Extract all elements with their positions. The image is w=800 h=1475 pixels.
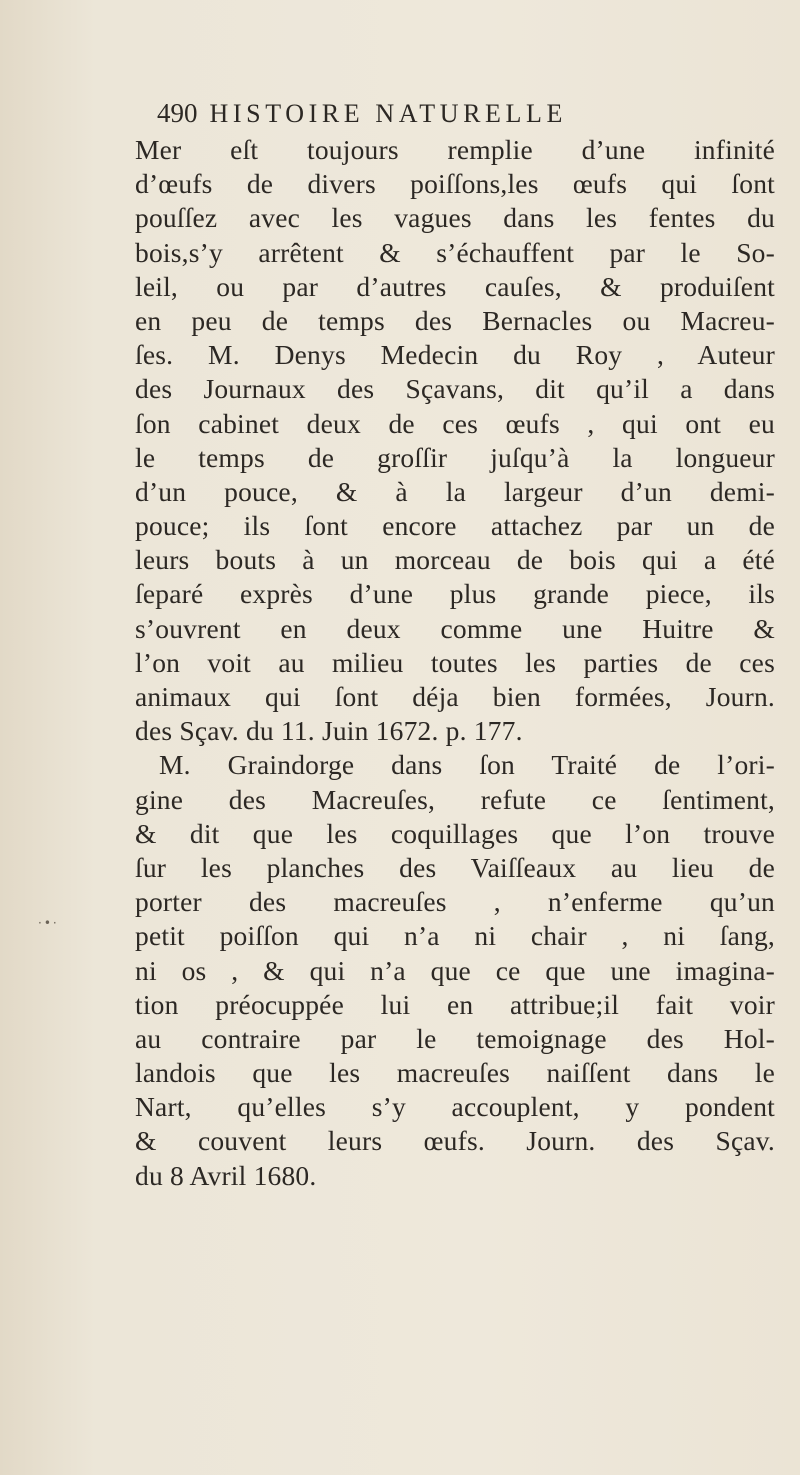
text-line: ſes. M. Denys Medecin du Roy , Auteur: [135, 339, 775, 371]
text-line: ni os , & qui n’a que ce que une imagina-: [135, 954, 775, 986]
text-line: bois,s’y arrêtent & s’échauffent par le So-: [135, 236, 775, 268]
text-line: petit poiſſon qui n’a ni chair , ni ſang,: [135, 920, 775, 952]
text-line: M. Graindorge dans ſon Traité de l’ori-: [159, 749, 775, 781]
page-header: [157, 98, 787, 138]
text-line: & dit que les coquillages que l’on trouve: [135, 817, 775, 849]
text-line: leurs bouts à un morceau de bois qui a été: [135, 544, 775, 576]
text-line: pouſſez avec les vagues dans les fentes du: [135, 202, 775, 234]
text-line: tion préocuppée lui en attribue;il fait voir: [135, 988, 775, 1020]
text-line: & couvent leurs œufs. Journ. des Sçav.: [135, 1125, 775, 1157]
text-line: en peu de temps des Bernacles ou Macreu-: [135, 304, 775, 336]
text-line: d’un pouce, & à la largeur d’un demi-: [135, 475, 775, 507]
text-line: animaux qui ſont déja bien formées, Journ.: [135, 681, 775, 712]
running-title: HISTOIRE NATURELLE: [209, 99, 567, 128]
text-line: ſon cabinet deux de ces œufs , qui ont eu: [135, 407, 775, 439]
margin-mark: ·•·: [38, 916, 59, 930]
text-line: landois que les macreuſes naiſſent dans le: [135, 1057, 775, 1089]
page-number: 490: [157, 98, 198, 128]
text-line: des Sçav. du 11. Juin 1672. p. 177.: [135, 715, 523, 747]
text-line: au contraire par le temoignage des Hol-: [135, 1022, 775, 1054]
text-line: d’œufs de divers poiſſons,les œufs qui ſont: [135, 168, 775, 200]
text-line: Nart, qu’elles s’y accouplent, y pondent: [135, 1091, 775, 1123]
text-line: s’ouvrent en deux comme une Huitre &: [135, 612, 775, 644]
text-line: pouce; ils ſont encore attachez par un de: [135, 510, 775, 542]
body-text: [135, 133, 775, 1193]
text-line: leil, ou par d’autres cauſes, & produiſent: [135, 270, 775, 302]
text-line: Mer eſt toujours remplie d’une infinité: [135, 134, 775, 165]
text-line: porter des macreuſes , n’enferme qu’un: [135, 886, 775, 918]
text-line: du 8 Avril 1680.: [135, 1159, 317, 1191]
text-line: ſeparé exprès d’une plus grande piece, ils: [135, 578, 775, 610]
text-line: ſur les planches des Vaiſſeaux au lieu de: [135, 851, 775, 883]
text-line: des Journaux des Sçavans, dit qu’il a dans: [135, 373, 775, 405]
text-line: l’on voit au milieu toutes les parties de ces: [135, 646, 775, 678]
text-line: le temps de groſſir juſqu’à la longueur: [135, 441, 775, 473]
text-line: gine des Macreuſes, refute ce ſentiment,: [135, 783, 775, 815]
